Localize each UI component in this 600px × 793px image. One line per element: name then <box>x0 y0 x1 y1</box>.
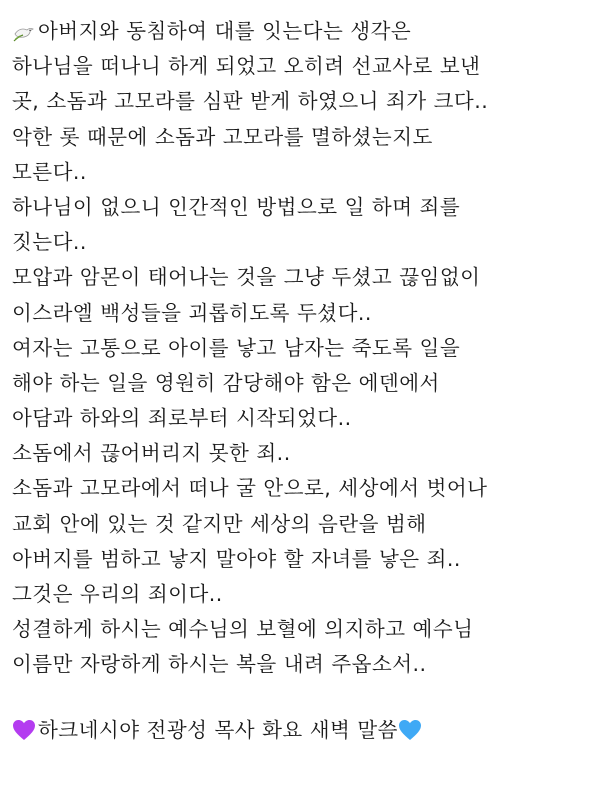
sermon-text-block <box>12 14 592 748</box>
text-line-16: 아버지를 범하고 낳지 말아야 할 자녀를 낳은 죄.. <box>12 546 461 571</box>
text-line-17: 그것은 우리의 죄이다.. <box>12 582 223 606</box>
text-line-12: 아담과 하와의 죄로부터 시작되었다.. <box>12 406 352 431</box>
blank-spacer <box>12 683 592 713</box>
text-line-14: 소돔과 고모라에서 떠나 굴 안으로, 세상에서 벗어나 <box>12 476 488 501</box>
text-line-2: 하나님을 떠나니 하게 되었고 오히려 선교사로 보낸 <box>12 54 481 79</box>
dove-olive-branch-icon <box>12 20 36 44</box>
text-line-9: 이스라엘 백성들을 괴롭히도록 두셨다.. <box>12 300 372 325</box>
text-line-6: 하나님이 없으니 인간적인 방법으로 일 하며 죄를 <box>12 194 461 219</box>
text-line-19: 이름만 자랑하게 하시는 복을 내려 주옵소서.. <box>12 652 427 677</box>
text-line-4: 악한 롯 때문에 소돔과 고모라를 멸하셨는지도 <box>12 124 433 149</box>
text-line-11: 해야 하는 일을 영원히 감당해야 함은 에덴에서 <box>12 370 440 395</box>
signature-text: 하크네시야 전광성 목사 화요 새벽 말씀 <box>38 717 398 742</box>
text-line-15: 교회 안에 있는 것 같지만 세상의 음란을 범해 <box>12 511 427 536</box>
text-line-3: 곳, 소돔과 고모라를 심판 받게 하였으니 죄가 크다.. <box>12 89 489 114</box>
signature-line <box>12 713 592 748</box>
purple-heart-icon <box>12 719 36 741</box>
text-line-7: 짓는다.. <box>12 230 87 255</box>
text-line-10: 여자는 고통으로 아이를 낳고 남자는 죽도록 일을 <box>12 335 461 360</box>
text-line-18: 성결하게 하시는 예수님의 보혈에 의지하고 예수님 <box>12 617 474 642</box>
text-line-8: 모압과 암몬이 태어나는 것을 그냥 두셨고 끊임없이 <box>12 265 481 290</box>
text-line-13: 소돔에서 끊어버리지 못한 죄.. <box>12 441 291 466</box>
text-line-1-content: 아버지와 동침하여 대를 잇는다는 생각은 <box>38 19 412 43</box>
text-line-5: 모른다.. <box>12 159 87 184</box>
blue-heart-icon <box>398 719 422 741</box>
text-line-1 <box>12 14 592 49</box>
